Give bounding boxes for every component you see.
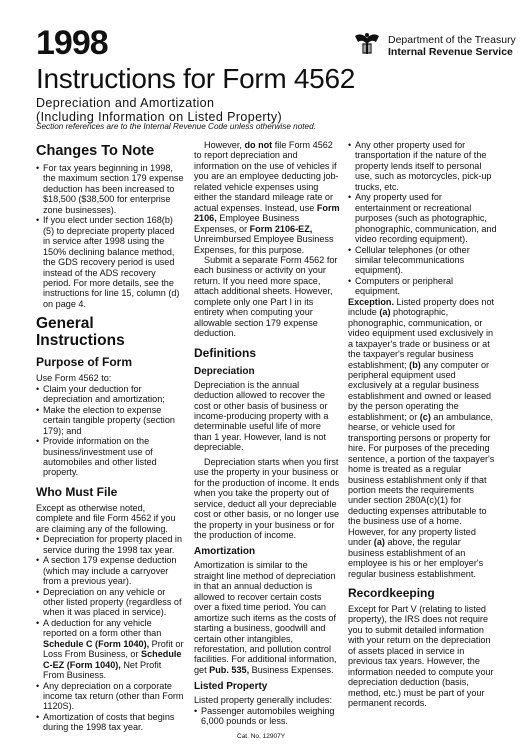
subtitle-line1: Depreciation and Amortization [36, 96, 215, 110]
amortization-heading: Amortization [194, 546, 256, 558]
section-reference-note: Section references are to the Internal Revenue Code unless otherwise noted. [36, 122, 316, 131]
definitions-heading: Definitions [194, 345, 256, 360]
list-item: • Make the election to expense certain tangible property (section 179); and [36, 405, 184, 436]
agency-block [388, 34, 516, 58]
paragraph: Depreciation starts when you first use the property in your business or for the production of income. It ends when you take the property out of service, deduct all your depreciable cost or other basis, or no longer use the property in your business or for the production of income. [194, 456, 340, 540]
column-middle [194, 140, 340, 727]
purpose-intro: Use Form 4562 to: [36, 373, 112, 384]
paragraph: However, do not file Form 4562 to report depreciation and information on the use of vehicles if you are an employee deducting job-related vehicle expenses using either the standard mileage rate or actual expenses. Instead, use Form 2106, Employee Business Expenses, or Form 2106-EZ, Unreimbursed Employee Business Expenses, for this purpose. [194, 140, 340, 255]
recordkeeping-heading: Recordkeeping [348, 586, 435, 601]
listed-property-heading: Listed Property [194, 681, 268, 693]
paragraph: Amortization is similar to the straight line method of depreciation in that an annual deduction is allowed to recover certain costs over a fixed time period. You can amortize such items as the costs of starting a business, goodwill and certain other intangibles, reforestation, and pollution control facilities. For additional information, get Pub. 535, Business Expenses. [194, 560, 337, 675]
paragraph: Submit a separate Form 4562 for each business or activity on your return. If you need more space, attach additional sheets. However, complete only one Part I in its entirety when computing your allowable section 179 expense deduction. [194, 254, 338, 339]
paragraph: Listed property generally includes: [194, 695, 333, 706]
list-item: • Any depreciation on a corporate income tax return (other than Form 1120S). [36, 681, 184, 712]
page-title: Instructions for Form 4562 [36, 63, 355, 94]
list-item: • For tax years beginning in 1998, the maximum section 179 expense deduction has been increased to $18,500 ($38,500 for enterprise zone businesses). [36, 163, 184, 215]
list-item: • Any property used for entertainment or recreational purposes (such as photographic, phonographic, communication, and video recording equipment). [348, 192, 498, 244]
page-subtitle [36, 96, 282, 124]
list-item: • A deduction for any vehicle reported on a form other than Schedule C (Form 1040), Profit or Loss From Business, or Schedule C-EZ (Form 1040), Net Profit From Business. [36, 618, 184, 681]
list-item: • Any other property used for transportation if the nature of the property lends itself to personal use, such as motorcycles, pick-up trucks, etc. [348, 140, 498, 192]
dept-line2: Internal Revenue Service [388, 46, 513, 58]
list-item: • Provide information on the business/investment use of automobiles and other listed property. [36, 436, 184, 478]
list-item: • Computers or peripheral equipment. [348, 276, 498, 297]
list-item: • Claim your deduction for depreciation and amortization; [36, 384, 184, 405]
changes-heading: Changes To Note [36, 143, 155, 159]
dept-line1: Department of the Treasury [388, 34, 516, 46]
list-item: • If you elect under section 168(b)(5) to depreciate property placed in service after 1998 using the 150% declining balance method, the GDS recovery period is used instead of the ADS recovery period. For more details, see the instructions for line 15, column (d) on page 4. [36, 215, 184, 309]
paragraph: Except for Part V (relating to listed property), the IRS does not require you to submit detailed information with your return on the depreciation of assets placed in service in previous tax years. However, the information needed to compute your depreciation deduction (basis, method, etc.) must be part of your permanent records. [348, 604, 494, 709]
list-item: • Passenger automobiles weighing 6,000 pounds or less. [194, 706, 340, 727]
list-item: • A section 179 expense deduction (which may include a carryover from a previous year). [36, 555, 184, 586]
column-left [36, 140, 184, 733]
list-item: • Amortization of costs that begins during the 1998 tax year. [36, 712, 184, 733]
list-item: • Depreciation for property placed in service during the 1998 tax year. [36, 534, 184, 555]
form-year: 1998 [36, 24, 108, 62]
subtitle-line2: (Including Information on Listed Property) [36, 110, 283, 124]
irs-eagle-icon [352, 30, 382, 58]
paragraph: Depreciation is the annual deduction allowed to recover the cost or other basis of business or income-producing property with a determinable useful life of more than 1 year. However, land is not depreciable. [194, 379, 329, 453]
general-instructions-heading: General Instructions [36, 315, 125, 350]
depreciation-heading: Depreciation [194, 365, 255, 377]
who-intro: Except as otherwise noted, complete and file Form 4562 if you are claiming any of the following. [36, 502, 176, 534]
exception-paragraph: Exception. Listed property does not include (a) photographic, phonographic, communication, or video equipment used exclusively in a taxpayer's trade or business or at the taxpayer's regular business establishment; (b) any computer or peripheral equipment used exclusively at a regular business establishment and owned or leased by the person operating the establishment; or (c) an ambulance, hearse, or vehicle used for transporting persons or property for hire. For purposes of the preceding sentence, a portion of the taxpayer's home is treated as a regular business establishment only if that portion meets the requirements under section 280A(c)(1) for deducting expenses attributable to the business use of a home. However, for any property listed under (a) above, the regular business establishment of an employee is his or her employer's regular business establishment. [348, 296, 495, 579]
column-right [348, 140, 498, 709]
catalog-number: Cat. No. 12907Y [237, 733, 286, 740]
who-must-file-heading: Who Must File [36, 484, 118, 499]
purpose-heading: Purpose of Form [36, 355, 133, 370]
list-item: • Depreciation on any vehicle or other listed property (regardless of when it was placed in service). [36, 587, 184, 618]
list-item: • Cellular telephones (or other similar telecommunications equipment). [348, 245, 498, 276]
